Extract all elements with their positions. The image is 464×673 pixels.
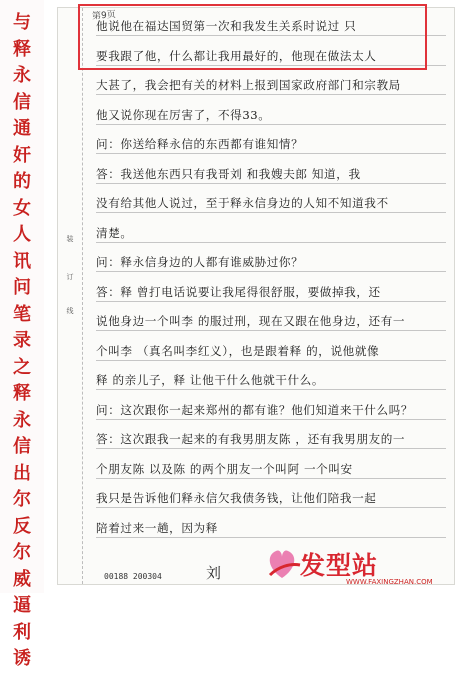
binding-label-2: 订 — [66, 273, 74, 281]
binding-label-3: 线 — [66, 307, 74, 315]
ruled-line — [96, 448, 446, 449]
document-line: 没有给其他人说过，至于释永信身边的人知不知道我不 — [96, 196, 389, 210]
ruled-line — [96, 124, 446, 125]
document-line: 个朋友陈 以及陈 的两个朋友一个叫阿 一个叫安 — [96, 461, 353, 476]
ruled-line — [96, 537, 446, 538]
ruled-line — [96, 389, 446, 390]
document-line: 他又说你现在厉害了，不得33。 — [96, 107, 271, 122]
document-line: 答：释 曾打电话说要让我尾得很舒服，要做掉我，还 — [96, 284, 381, 299]
signature: 刘 — [206, 564, 222, 582]
document-line: 要我跟了他，什么都让我用最好的，他现在做法太人 — [96, 48, 377, 63]
sidebar-title-panel — [0, 0, 44, 669]
ruled-line — [96, 94, 446, 95]
document-line: 陪着过来一趟，因为释 — [96, 520, 218, 535]
ruled-line — [96, 330, 446, 331]
document-line: 问：你送给释永信的东西都有谁知情？ — [96, 137, 304, 151]
footer-code: 00188 200304 — [104, 572, 162, 581]
ruled-line — [96, 360, 446, 361]
ruled-line — [96, 507, 446, 508]
ruled-line — [96, 271, 446, 272]
document-line: 问：这次跟你一起来郑州的都有谁？他们知道来干什么吗？ — [96, 402, 414, 417]
document-line: 大甚了，我会把有关的材料上报到国家政府部门和宗教局 — [96, 78, 401, 92]
sidebar-title: 与释永信通奸的女人讯问笔录之释永信出尔反尔威逼利诱 — [13, 12, 31, 669]
document-line: 他说他在福达国贸第一次和我发生关系时说过 只 — [96, 19, 357, 33]
ruled-line — [96, 183, 446, 184]
ruled-line — [96, 153, 446, 154]
document-line: 问：释永信身边的人都有谁威胁过你？ — [96, 255, 304, 269]
binding-label-1: 装 — [66, 235, 74, 243]
document-line: 答：我送他东西只有我哥刘 和我嫂夫郎 知道，我 — [96, 166, 361, 181]
ruled-line — [96, 478, 446, 479]
document-line: 答：这次跟我一起来的有我男朋友陈 ，还有我男朋友的一 — [96, 432, 406, 446]
page-stamp: 第9页 — [91, 10, 117, 22]
document-line: 清楚。 — [96, 225, 133, 240]
ruled-line — [96, 419, 446, 420]
ruled-line — [96, 212, 446, 213]
ruled-line — [96, 301, 446, 302]
document-line: 说他身边一个叫李 的服过刑，现在又跟在他身边，还有一 — [96, 314, 406, 328]
binding-margin — [60, 8, 83, 584]
watermark-logo-icon — [262, 545, 302, 581]
watermark-text: 发型站 — [300, 551, 379, 580]
document-line: 释 的亲儿子，释 让他干什么他就干什么。 — [96, 373, 325, 387]
ruled-line — [96, 242, 446, 243]
watermark-url: WWW.FAXINGZHAN.COM — [346, 578, 433, 586]
document-line: 个叫李 （真名叫李红义），也是跟着释 的，说他就像 — [96, 343, 380, 358]
document-line: 我只是告诉他们释永信欠我债务钱，让他们陪我一起 — [96, 491, 377, 505]
